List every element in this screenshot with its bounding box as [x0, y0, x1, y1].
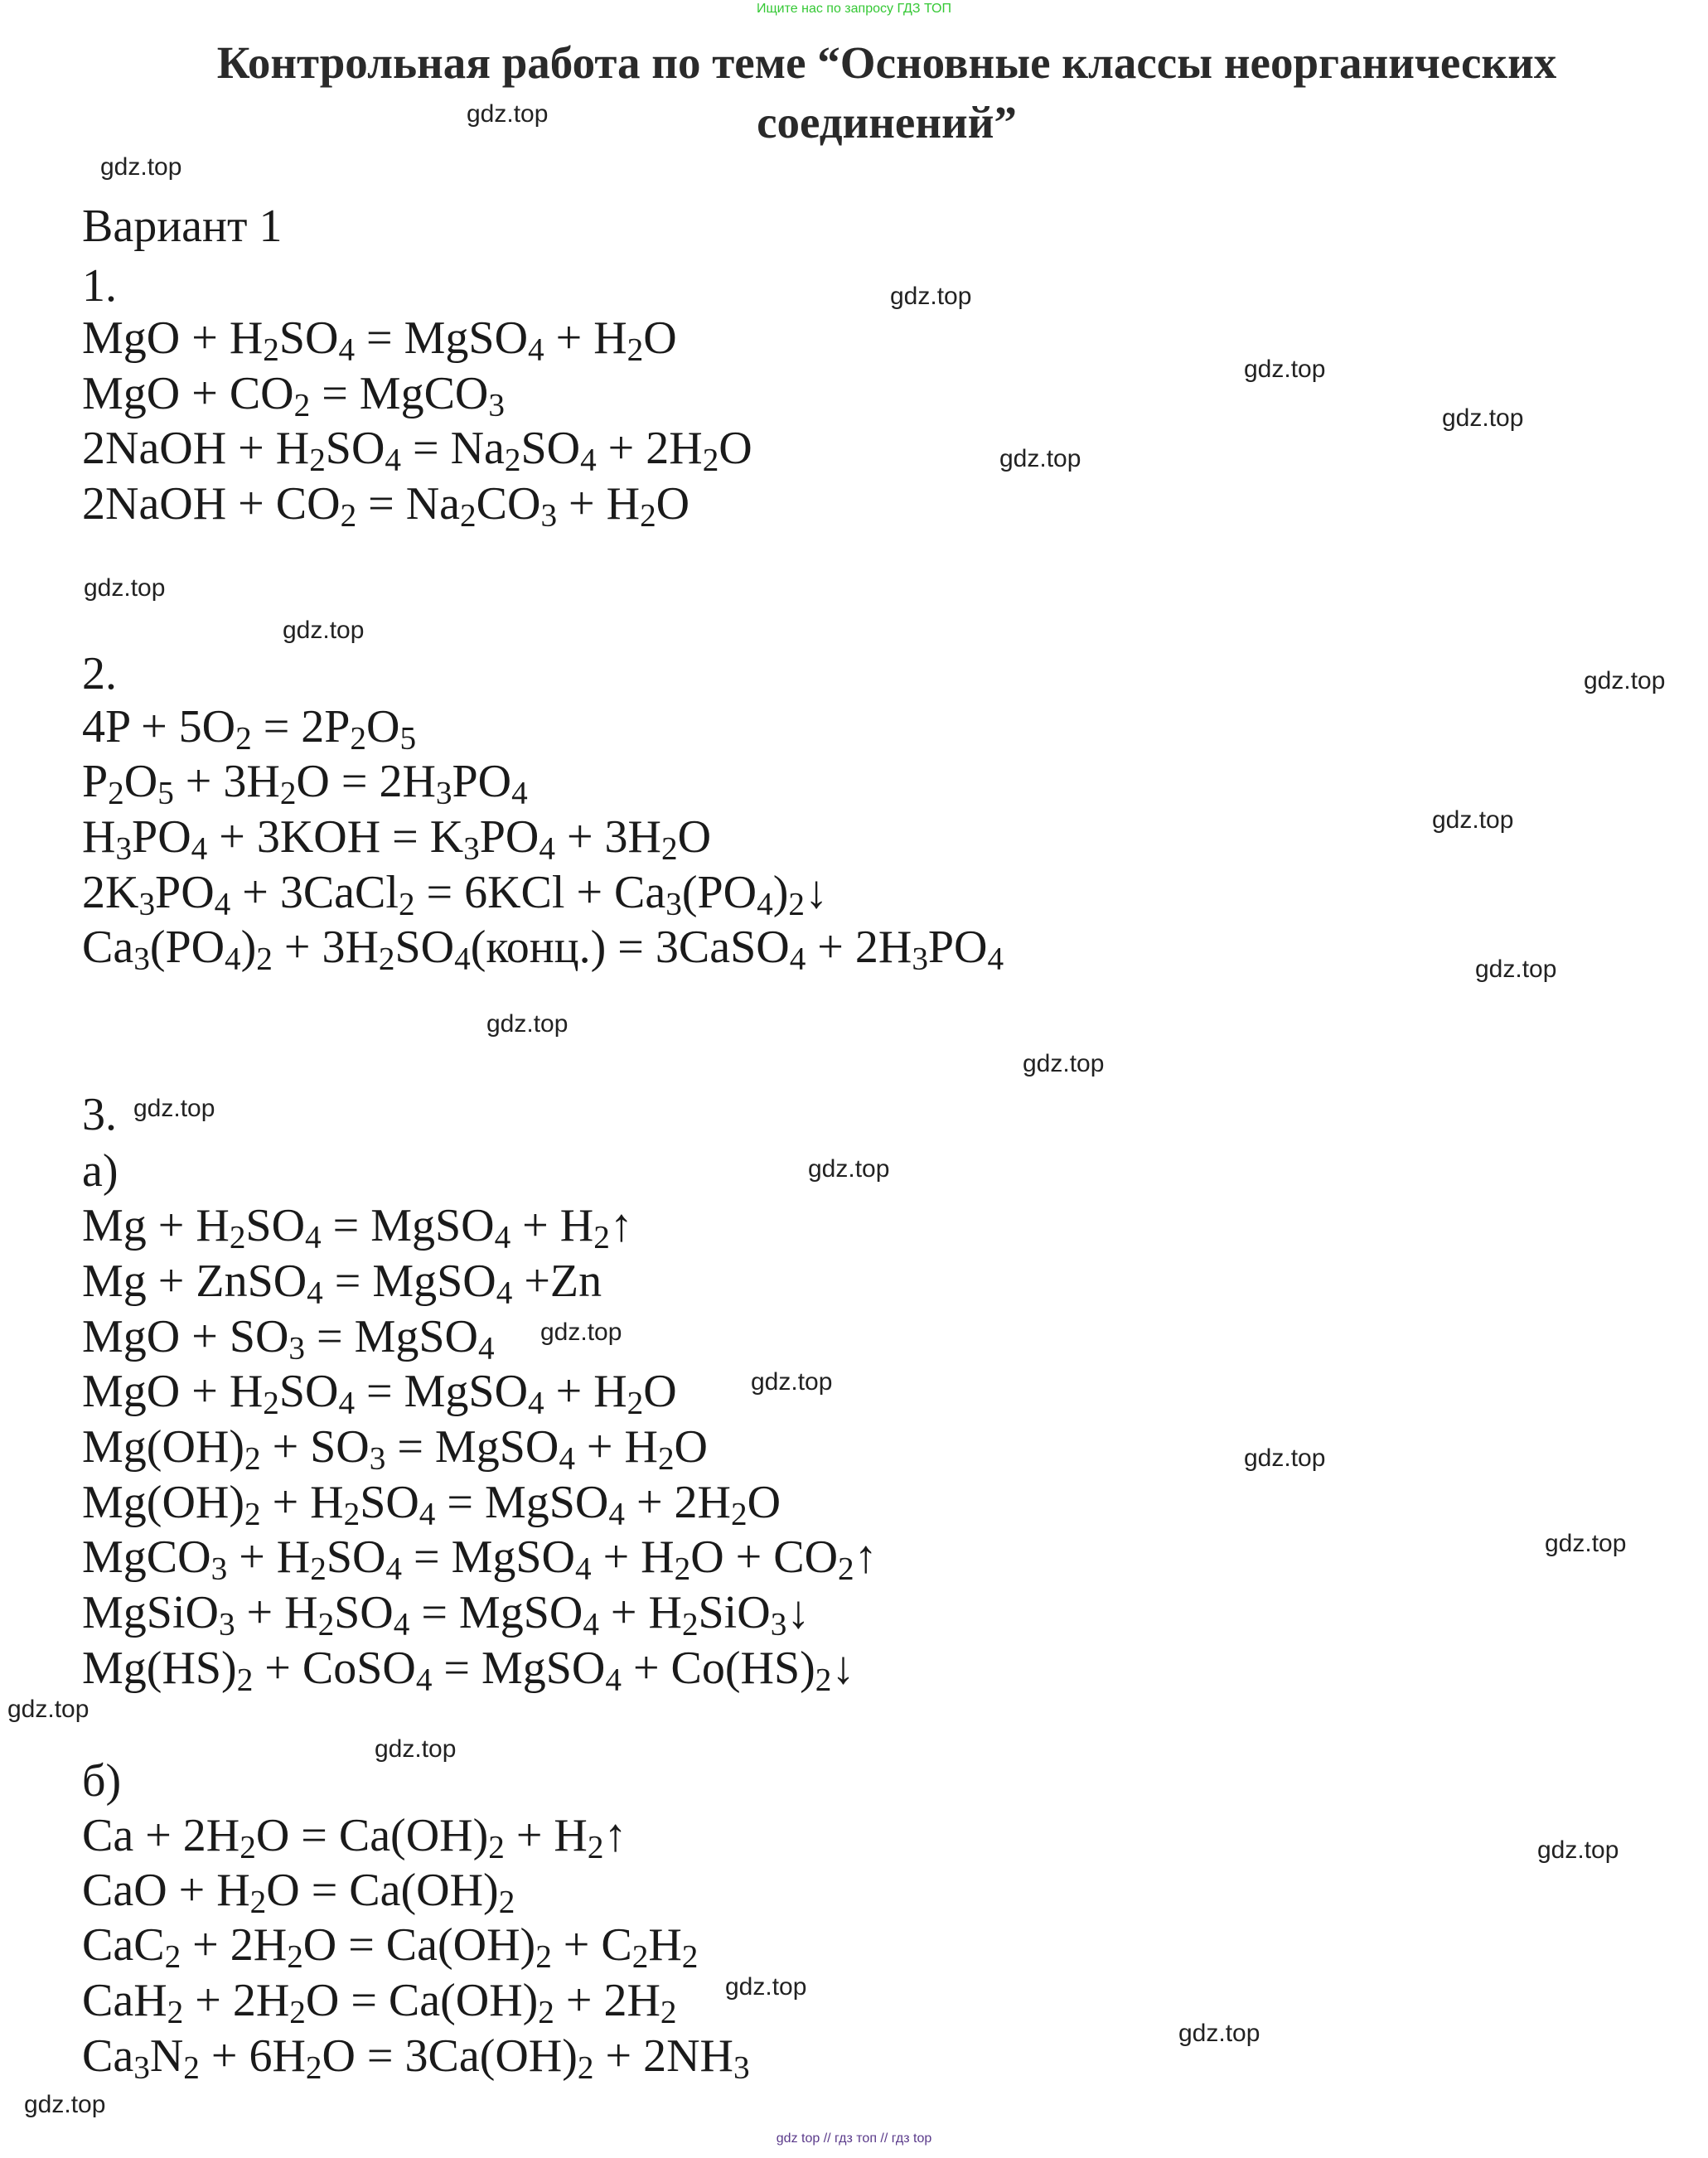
equation-line: $CaC_2 + 2H_2O = Ca(OH)_2 + C_2H_2$: [82, 1919, 699, 1975]
equation-line: MgO + $H_2SO_4$ = MgSO$_4$ + $H_2O$: [82, 1366, 677, 1421]
variant-heading: Вариант 1: [82, 201, 283, 252]
watermark: gdz.top: [1545, 1530, 1627, 1557]
equation-line: $Mg(OH)_2 + SO_3$ = MgSO$_4$ + $H_2O$: [82, 1421, 708, 1477]
watermark: gdz.top: [751, 1368, 833, 1396]
watermark: gdz.top: [375, 1735, 457, 1763]
equation-line: $P_2O_5 + 3H_2O = 2H_3PO_4$: [82, 756, 528, 811]
watermark: gdz.top: [1023, 1050, 1105, 1077]
equation-line: MgCO$_3$ + $H_2SO_4$ = MgSO$_4$ + $H_2O$ + $CO_2↑$: [82, 1531, 878, 1587]
watermark: gdz.top: [467, 100, 549, 128]
watermark: gdz.top: [999, 445, 1081, 472]
watermark: gdz.top: [133, 1095, 215, 1122]
watermark: gdz.top: [24, 2091, 106, 2118]
watermark: gdz.top: [890, 283, 972, 310]
equation-line: MgO + $H_2SO_4$ = MgSO$_4$ + $H_2O$: [82, 312, 677, 368]
watermark: gdz.top: [283, 617, 365, 644]
top-banner: Ищите нас по запросу ГДЗ ТОП: [757, 2, 951, 16]
equation-line: MgO + $CO_2$ = MgCO$_3$: [82, 368, 505, 423]
equation-line: $CaH_2 + 2H_2O = Ca(OH)_2 + 2H_2$: [82, 1975, 677, 2030]
watermark: gdz.top: [7, 1696, 90, 1723]
equation-line: 2NaOH + $CO_2 = Na_2CO_3 + H_2O$: [82, 478, 690, 534]
equation-line: $4P + 5O_2 = 2P_2O_5$: [82, 701, 417, 757]
footer-watermark: gdz top // гдз топ // гдз top: [776, 2131, 932, 2146]
equation-line: $Mg(HS)_2$ + CoSO$_4$ = MgSO$_4$ + $Co(HS)_2↓$: [82, 1643, 855, 1698]
watermark: gdz.top: [725, 1973, 807, 2001]
equation-line: $Ca_3(PO_4)_2$ + $3H_2SO_4(конц.)$ = 3CaSO$_4$ + $2H_3PO_4$: [82, 922, 1004, 977]
equation-line: $Mg + H_2SO_4$ = MgSO$_4$ + $H_2↑$: [82, 1200, 633, 1256]
equation-line: MgO + $SO_3$ = MgSO$_4$: [82, 1311, 495, 1367]
equation-line: 2NaOH + $H_2SO_4 = Na_2SO_4 + 2H_2O$: [82, 423, 752, 478]
watermark: gdz.top: [1475, 956, 1557, 983]
equation-line: $H_3PO_4 + 3KOH = K_3PO_4 + 3H_2O$: [82, 811, 712, 867]
watermark: gdz.top: [1432, 806, 1514, 834]
watermark: gdz.top: [540, 1319, 622, 1346]
equation-line: $Ca_3N_2 + 6H_2O = 3Ca(OH)_2 + 2NH_3$: [82, 2030, 750, 2086]
equation-line: MgSiO$_3$ + $H_2SO_4$ = MgSO$_4$ + $H_2SiO_3↓$: [82, 1587, 810, 1643]
equation-line: $2K_3PO_4$ + 3CaCl$_2$ = $6KCl + Ca_3(PO_4)_2↓$: [82, 867, 828, 922]
watermark: gdz.top: [1537, 1836, 1619, 1864]
watermark: gdz.top: [1178, 2020, 1260, 2047]
watermark: gdz.top: [84, 574, 166, 602]
watermark: gdz.top: [486, 1010, 569, 1038]
watermark: gdz.top: [1584, 667, 1666, 694]
page-title: Контрольная работа по теме “Основные классы неорганических соединений”: [216, 37, 1557, 148]
part-a-label: а): [82, 1145, 119, 1197]
part-b-label: б): [82, 1755, 122, 1807]
task-1-label: 1.: [82, 260, 117, 312]
watermark: gdz.top: [1244, 356, 1326, 383]
watermark: gdz.top: [1244, 1444, 1326, 1472]
equation-line: Mg + ZnSO$_4$ = MgSO$_4$ +Zn: [82, 1256, 602, 1311]
equation-line: CaO + $H_2O = Ca(OH)_2$: [82, 1865, 515, 1920]
equation-line: $Ca + 2H_2O = Ca(OH)_2$ + $H_2↑$: [82, 1810, 627, 1865]
watermark: gdz.top: [1442, 404, 1524, 432]
watermark: gdz.top: [808, 1155, 890, 1183]
task-2-label: 2.: [82, 648, 117, 699]
equation-line: $Mg(OH)_2 + H_2SO_4$ = MgSO$_4$ + $2H_2O$: [82, 1477, 781, 1532]
task-3-label: 3.: [82, 1089, 117, 1140]
watermark: gdz.top: [100, 153, 182, 181]
